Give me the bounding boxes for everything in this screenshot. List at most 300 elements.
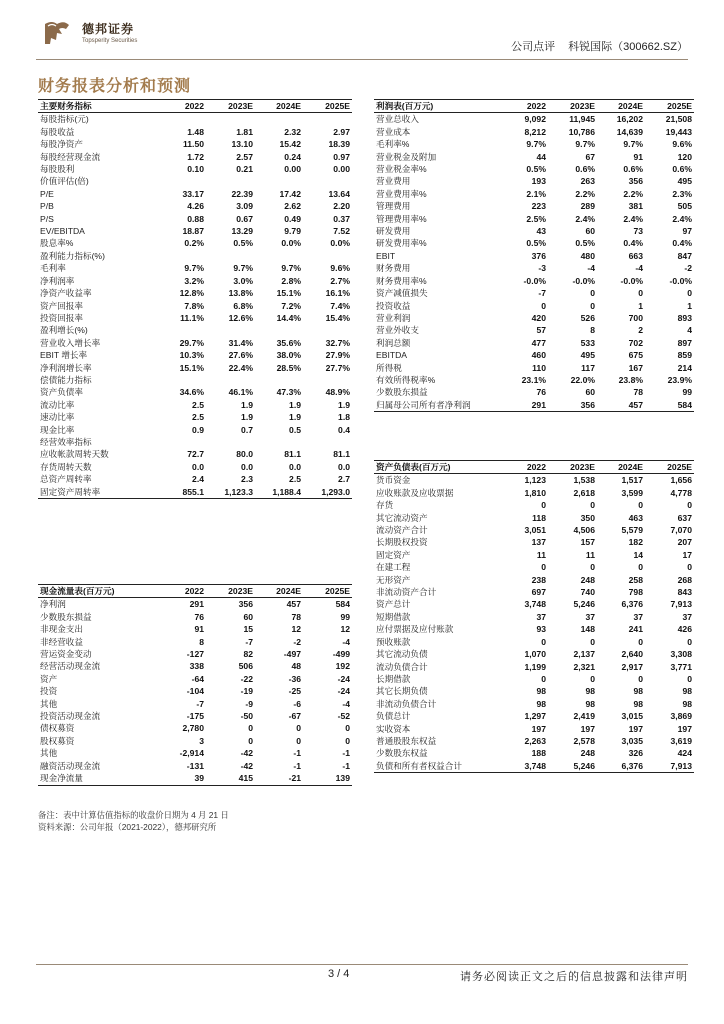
table-row [38,138,352,150]
row-value: 0 [541,500,546,511]
row-label: 营业利润 [376,312,411,323]
row-value: 0 [638,500,643,511]
row-value: 14.4% [276,312,301,323]
row-value: 637 [677,512,692,523]
row-label: 其它流动资产 [376,512,428,523]
table-row [38,287,352,299]
row-value: 0 [296,735,301,746]
table-row [38,473,352,485]
row-label: 应付票据及应付账款 [376,624,454,635]
table-row [374,312,694,324]
table-row [374,213,694,225]
row-value: 2,618 [573,487,595,498]
table-row [374,337,694,349]
table-row [38,747,352,759]
row-value: 350 [580,512,595,523]
row-value: 0.6% [623,164,643,175]
row-value: 505 [677,201,692,212]
table-row [374,175,694,187]
row-value: 0 [541,673,546,684]
table-row [38,760,352,772]
row-value: 27.7% [325,362,350,373]
row-value: 15.42 [279,139,301,150]
row-value: 73 [633,226,643,237]
row-label: 营业成本 [376,126,411,137]
row-value: 10,786 [568,126,595,137]
row-value: 13.64 [328,188,350,199]
row-label: 每股净资产 [40,139,83,150]
row-value: -2 [293,636,301,647]
row-value: 2,419 [573,711,595,722]
row-value: 11.50 [182,139,204,150]
row-value: 0 [541,300,546,311]
row-value: 214 [677,362,692,373]
brand-name-cn: 德邦证券 [82,22,135,36]
table-row [38,486,352,499]
table-row [374,760,694,773]
row-value: 23.8% [618,374,643,385]
row-value: 3,748 [500,760,548,773]
row-value: 0.0 [338,461,350,472]
table-row [38,200,352,212]
row-value: 495 [677,176,692,187]
row-label: 长期借款 [376,673,411,684]
row-value: 37 [536,611,546,622]
row-label: 无形资产 [376,574,411,585]
table-row [374,723,694,735]
table-row [374,138,694,150]
row-value: 91 [633,151,643,162]
row-label: 非流动负债合计 [376,698,437,709]
table-row [38,151,352,163]
table-row [38,213,352,225]
row-value: 98 [585,686,595,697]
row-label: 净利润 [40,599,66,610]
brand-name-en: Topsperity Securities [82,38,138,44]
row-value: 291 [500,399,548,412]
row-value: 91 [194,624,204,635]
row-label: P/B [40,201,54,212]
row-value: 0.0 [241,461,253,472]
row-value: 0 [248,735,253,746]
row-label: 管理费用率% [376,213,427,224]
row-value: 2.32 [284,126,301,137]
row-value: -7 [245,636,253,647]
row-value: 4,506 [573,525,595,536]
row-label: 每股经营现金流 [40,151,101,162]
table-row [374,374,694,386]
row-value: -104 [186,686,204,697]
row-label: 经营活动现金流 [40,661,101,672]
table-row [38,411,352,423]
table-row [374,113,694,126]
row-value: 48 [291,661,301,672]
row-value: 740 [580,587,595,598]
row-value [206,324,255,336]
row-value: 9,092 [524,114,546,125]
row-label: 股息率% [40,238,74,249]
table-row [38,126,352,138]
row-label: 总资产周转率 [40,474,92,485]
row-value: 338 [189,661,204,672]
table-row [374,499,694,511]
year-header: 2023E [548,100,597,113]
row-value: 663 [628,250,643,261]
section-title: 财务报表分析和预测 [38,76,192,95]
row-value: 12.8% [179,288,204,299]
row-value: 188 [531,748,546,759]
row-value: 12 [340,624,350,635]
row-value: 3,619 [670,735,692,746]
row-value: 2.5 [192,399,204,410]
row-value: 72.7 [187,449,204,460]
row-value: 0.6% [575,164,595,175]
row-value: 1.9 [241,399,253,410]
row-value: 798 [628,587,643,598]
row-value: 192 [335,661,350,672]
row-value: 17.42 [279,188,301,199]
row-value: 3.2% [184,275,204,286]
row-value: 16.1% [325,288,350,299]
row-value: 1,070 [524,649,546,660]
row-value: 9.7% [575,139,595,150]
row-label: 流动比率 [40,399,75,410]
row-value: 18.87 [182,226,204,237]
table-row [374,512,694,524]
row-value: 0 [687,288,692,299]
table-row [38,436,352,448]
row-value: 457 [286,599,301,610]
table-row [38,349,352,361]
row-value: 48.9% [325,387,350,398]
valuation-note: 备注：表中计算估值指标的收盘价日期为 4 月 21 日 [38,810,229,820]
row-value [206,113,255,126]
row-value: 457 [597,399,645,412]
row-label: 有效所得税率% [376,374,436,385]
row-label: 资产 [40,673,58,684]
row-label: 盈利增长(%) [40,325,88,336]
row-label: 每股收益 [40,126,75,137]
row-value [158,250,206,262]
row-value: -4 [635,263,643,274]
row-label: 负债和所有者权益合计 [374,760,500,773]
row-label: 营业税金率% [376,164,427,175]
row-value: 258 [628,574,643,585]
table-row [38,448,352,460]
table-row [38,722,352,734]
row-value: -4 [342,636,350,647]
row-value: 0.00 [333,164,350,175]
table-title: 资产负债表(百万元) [374,461,500,474]
row-value [303,324,352,336]
row-label: 营运资金变动 [40,649,92,660]
table-row [374,648,694,660]
row-value: 356 [548,399,597,412]
row-label: 营业费用 [376,176,411,187]
row-label: 财务费用率% [376,275,427,286]
row-value: 0 [687,500,692,511]
row-value: -7 [538,288,546,299]
table-row [38,324,352,336]
row-value: 0.49 [284,213,301,224]
table-row [374,362,694,374]
row-value: -1 [342,760,350,771]
table-row [374,474,694,487]
row-label: EBIT [376,250,396,261]
table-row [374,611,694,623]
row-value: -22 [240,673,253,684]
row-value: 0.0% [281,238,301,249]
table-row [38,374,352,386]
row-value: 5,579 [621,525,643,536]
row-value: 7,070 [670,525,692,536]
row-value: 9.7% [184,263,204,274]
table-row [374,200,694,212]
row-value: 0 [590,500,595,511]
table-row [38,772,352,785]
row-value: 289 [580,201,595,212]
row-value: 98 [682,686,692,697]
row-value: 480 [580,250,595,261]
table-row [374,586,694,598]
year-header: 2024E [597,461,645,474]
row-value: 1.8 [338,412,350,423]
row-value: 197 [628,723,643,734]
row-value: 44 [536,151,546,162]
row-value: 463 [628,512,643,523]
year-header: 2022 [158,585,206,598]
row-label: 每股股利 [40,164,75,175]
table-row [38,685,352,697]
row-value: 847 [677,250,692,261]
row-value: 27.9% [325,350,350,361]
row-value: 5,246 [573,599,595,610]
row-value: 2.97 [333,126,350,137]
row-value: -6 [293,698,301,709]
row-value: 9.7% [526,139,546,150]
row-value: 0 [590,288,595,299]
row-value: 584 [645,399,694,412]
row-value: 426 [677,624,692,635]
row-value: 675 [628,350,643,361]
row-label: 其它流动负债 [376,649,428,660]
row-value: 0.7 [241,424,253,435]
row-value: 118 [532,512,546,523]
row-value [303,436,352,448]
row-label: 少数股东损益 [40,611,92,622]
row-value: 376 [531,250,546,261]
row-value: 533 [580,337,595,348]
row-value: 2.4% [575,213,595,224]
table-row [374,524,694,536]
row-value: 1.9 [289,399,301,410]
table-row [374,151,694,163]
row-value [158,113,206,126]
row-value: 495 [580,350,595,361]
row-value: 526 [580,312,595,323]
row-value: 2.7 [338,474,350,485]
row-value: 82 [243,649,253,660]
page-number: 3 / 4 [328,968,350,980]
row-value: -1 [342,748,350,759]
row-value: 1,123.3 [206,486,255,499]
row-value: -3 [538,263,546,274]
row-value: 148 [580,624,595,635]
row-value: 98 [585,698,595,709]
row-value: -9 [245,698,253,709]
row-value: 2.57 [236,151,253,162]
row-label: 其他 [40,748,58,759]
row-value: 34.6% [179,387,204,398]
row-label: 速动比率 [40,412,75,423]
row-value: 6,376 [621,599,643,610]
row-value: 9.6% [672,139,692,150]
row-value [158,374,206,386]
row-label: 流动负债合计 [376,661,428,672]
row-value: 2.5 [192,412,204,423]
row-value: 2.2% [575,188,595,199]
row-value: 4 [687,325,692,336]
row-label: 净资产收益率 [40,288,92,299]
row-value: 0.4% [623,238,643,249]
row-label: 管理费用 [376,201,411,212]
row-value: 11 [536,549,546,560]
table-row [38,673,352,685]
row-value: 2,263 [524,735,546,746]
row-value: 0.0% [330,238,350,249]
row-label: 存货周转天数 [40,461,92,472]
row-label: 预收账款 [376,636,411,647]
row-value: 60 [243,611,253,622]
row-value: 893 [677,312,692,323]
row-value: 2.4% [672,213,692,224]
row-value: 11,945 [569,114,595,125]
row-value: 0 [590,673,595,684]
row-label: 存货 [376,500,394,511]
row-value [303,175,352,187]
row-value: 2.1% [526,188,546,199]
row-value: 2.7% [330,275,350,286]
row-value: 207 [677,537,692,548]
row-value: 1,297 [524,711,546,722]
row-value: 424 [677,748,692,759]
row-value: -67 [288,711,301,722]
row-value: -4 [342,698,350,709]
row-label: 其它长期负债 [376,686,428,697]
row-value: 197 [531,723,546,734]
main-financial-indicators-table [38,99,352,499]
row-value: 0.4 [338,424,350,435]
row-value: 0 [345,723,350,734]
row-label: 其他 [40,698,58,709]
row-value: 4,778 [670,487,692,498]
row-value: 182 [628,537,643,548]
row-value [255,436,303,448]
row-value: 98 [682,698,692,709]
table-row [38,611,352,623]
row-value: 1.48 [187,126,204,137]
row-label: 净利润增长率 [40,362,92,373]
row-value: 0 [638,562,643,573]
data-source: 资料来源：公司年报（2021-2022），德邦研究所 [38,822,217,832]
row-value: 2,578 [573,735,595,746]
row-value: 98 [536,698,546,709]
table-row [374,262,694,274]
row-label: 营业费用率% [376,188,427,199]
row-value: 23.9% [667,374,692,385]
table-header-row [38,585,352,598]
table-row [38,636,352,648]
row-value: 15.1% [276,288,301,299]
year-header: 2025E [645,100,694,113]
row-value: -7 [196,698,204,709]
row-value: 0 [687,673,692,684]
row-value: 0.9 [192,424,204,435]
row-value: 381 [628,201,643,212]
row-value: -1 [293,748,301,759]
row-value: 98 [633,698,643,709]
row-value: 0.5% [526,164,546,175]
row-label: 财务费用 [376,263,411,274]
row-value: 855.1 [158,486,206,499]
row-value: 700 [628,312,643,323]
table-row [38,337,352,349]
row-value: 11.1% [180,312,204,323]
footer-divider [36,964,688,965]
row-value: 2.20 [333,201,350,212]
row-value: 0 [687,636,692,647]
row-value: 12.6% [228,312,253,323]
row-value: -0.0% [669,275,692,286]
row-value: 2.3 [241,474,253,485]
row-value [255,175,303,187]
row-value: 584 [335,599,350,610]
row-value: 0.24 [284,151,301,162]
row-label: 股权募资 [40,735,75,746]
row-value [158,175,206,187]
year-header: 2023E [206,100,255,113]
table-row [38,735,352,747]
row-value: 13.8% [228,288,253,299]
table-title: 利润表(百万元) [374,100,500,113]
row-value [158,436,206,448]
row-value: -42 [240,760,253,771]
row-value: -36 [288,673,301,684]
row-value: -4 [587,263,595,274]
row-value: 2,640 [621,649,643,660]
row-value: 248 [580,748,595,759]
table-row [38,300,352,312]
table-row [374,598,694,610]
year-header: 2022 [500,461,548,474]
row-label: P/S [40,213,54,224]
row-value: 0 [638,636,643,647]
row-value: 13.29 [231,226,253,237]
table-title: 主要财务指标 [38,100,158,113]
row-value: 1 [687,300,692,311]
table-row [38,113,352,126]
row-value: 0.00 [284,164,301,175]
row-value: -24 [337,673,350,684]
row-label: 归属母公司所有者净利润 [374,399,500,412]
row-label: 普通股股东权益 [376,735,437,746]
row-value: 263 [580,176,595,187]
row-value [206,374,255,386]
row-value: 1.9 [289,412,301,423]
year-header: 2023E [548,461,597,474]
table-row [38,648,352,660]
table-row [374,126,694,138]
